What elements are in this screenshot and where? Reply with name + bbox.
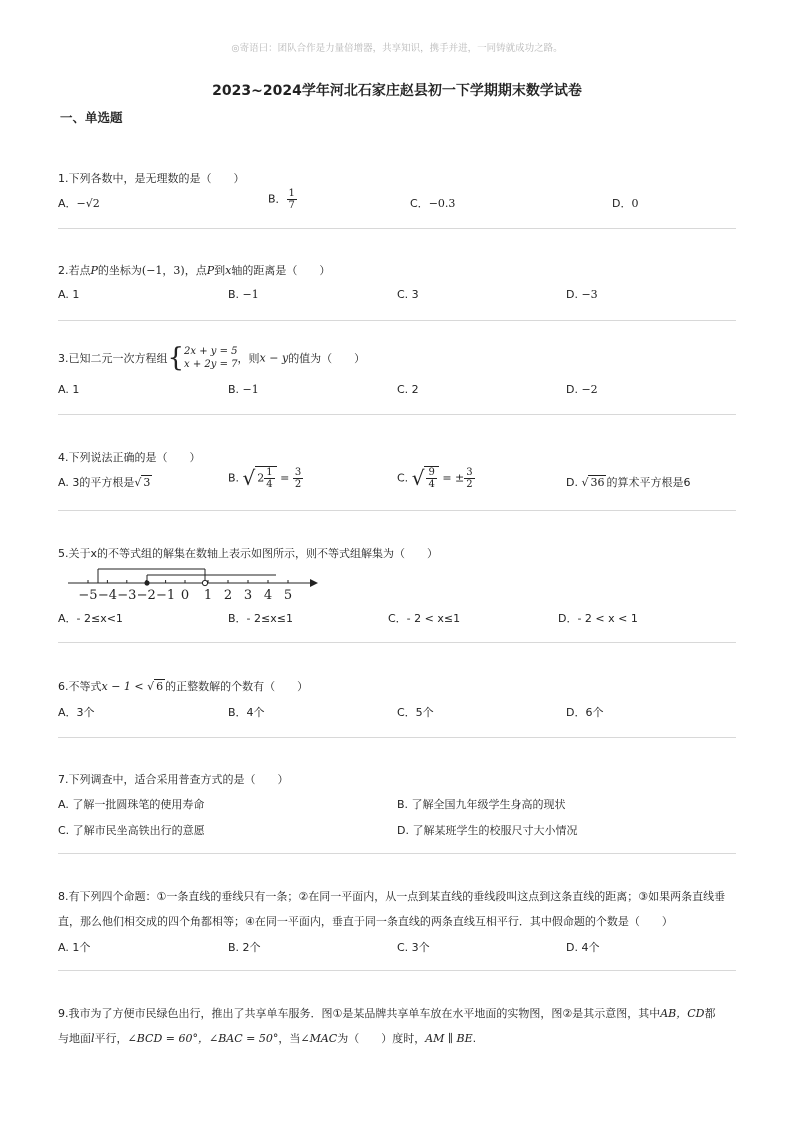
- closed-point: [144, 580, 149, 585]
- section-heading: 一、单选题: [60, 110, 123, 125]
- q1-option-a[interactable]: A．−√2: [58, 197, 100, 210]
- q7-option-a[interactable]: A. 了解一批圆珠笔的使用寿命: [58, 798, 205, 811]
- number-line-tick-label: 5: [283, 588, 293, 603]
- number-line-tick-label: 4: [263, 588, 273, 603]
- q2-option-d[interactable]: D. −3: [566, 288, 598, 301]
- question-5-stem: 5.关于x的不等式组的解集在数轴上表示如图所示，则不等式组解集为（ ）: [58, 547, 439, 560]
- question-8-line2: 直，那么他们相交成的四个角都相等；④在同一平面内，垂直于同一条直线的两条直线互相平行．其中假命题的个数是（ ）: [58, 915, 673, 928]
- q8-option-a[interactable]: A. 1个: [58, 941, 91, 954]
- q6-option-a[interactable]: A．3个: [58, 706, 95, 719]
- number-line-tick-label: 0: [180, 588, 190, 603]
- brace-icon: {: [167, 343, 185, 373]
- question-2-stem: 2.若点P的坐标为(−1，3)，点P到x轴的距离是（ ）: [58, 264, 331, 277]
- q3-option-a[interactable]: A. 1: [58, 383, 80, 396]
- q7-option-b[interactable]: B. 了解全国九年级学生身高的现状: [397, 798, 566, 811]
- q7-option-c[interactable]: C. 了解市民坐高铁出行的意愿: [58, 824, 205, 837]
- q8-option-b[interactable]: B. 2个: [228, 941, 261, 954]
- number-line-tick-label: 3: [243, 588, 253, 603]
- arrow-icon: [310, 579, 318, 587]
- q4-option-d[interactable]: D. √ 36 的算术平方根是6: [566, 476, 691, 489]
- question-8-line1: 8.有下列四个命题：①一条直线的垂线只有一条；②在同一平面内，从一点到某直线的垂线段叫这点到这条直线的距离；③如果两条直线垂: [58, 890, 726, 903]
- question-9-line1: 9.我市为了方便市民绿色出行，推出了共享单车服务．图①是某品牌共享单车放在水平地面的实物图，图②是其示意图，其中AB，CD都: [58, 1007, 716, 1020]
- q6-option-b[interactable]: B．4个: [228, 706, 265, 719]
- q2-option-a[interactable]: A. 1: [58, 288, 80, 301]
- separator: [58, 970, 736, 971]
- number-line-tick-label: 2: [223, 588, 233, 603]
- separator: [58, 414, 736, 415]
- question-4-stem: 4.下列说法正确的是（ ）: [58, 451, 201, 464]
- q2-option-b[interactable]: B. −1: [228, 288, 259, 301]
- q1-option-b[interactable]: B． $\frac{1}{7}$: [268, 188, 295, 211]
- q5-option-b[interactable]: B．- 2≤x≤1: [228, 612, 293, 625]
- q5-option-a[interactable]: A．- 2≤x<1: [58, 612, 123, 625]
- number-line-diagram: [66, 565, 320, 605]
- number-line-tick-label: −5: [78, 588, 98, 603]
- q6-option-c[interactable]: C．5个: [397, 706, 434, 719]
- q5-option-d[interactable]: D．- 2 < x < 1: [558, 612, 638, 625]
- q1-option-c[interactable]: C．−0.3: [410, 197, 456, 210]
- q3-option-d[interactable]: D. −2: [566, 383, 598, 396]
- q3-option-b[interactable]: B. −1: [228, 383, 259, 396]
- question-3-stem: 3.已知二元一次方程组{ 2x + y = 5 x + 2y = 7 ，则x − y的值为（ ）: [58, 343, 366, 373]
- number-line-tick-label: −3: [117, 588, 137, 603]
- number-line-tick-label: −1: [156, 588, 176, 603]
- number-line-tick-label: −4: [97, 588, 117, 603]
- q7-option-d[interactable]: D. 了解某班学生的校服尺寸大小情况: [397, 824, 578, 837]
- question-6-stem: 6.不等式x − 1 < √ 6 的正整数解的个数有（ ）: [58, 680, 309, 693]
- separator: [58, 642, 736, 643]
- exam-title: 2023~2024学年河北石家庄赵县初一下学期期末数学试卷: [212, 83, 582, 99]
- q8-option-c[interactable]: C. 3个: [397, 941, 430, 954]
- fraction: $\frac{1}{7}$: [288, 188, 295, 211]
- q4-option-c[interactable]: C. √ $\frac{9}{4}$ = ± $\frac{3}{2}$: [397, 466, 473, 490]
- separator: [58, 228, 736, 229]
- separator: [58, 853, 736, 854]
- number-line-tick-label: 1: [203, 588, 213, 603]
- q5-option-c[interactable]: C．- 2 < x≤1: [388, 612, 461, 625]
- q3-option-c[interactable]: C. 2: [397, 383, 419, 396]
- open-point: [202, 580, 207, 585]
- separator: [58, 737, 736, 738]
- q6-option-d[interactable]: D．6个: [566, 706, 604, 719]
- q8-option-d[interactable]: D. 4个: [566, 941, 600, 954]
- question-7-stem: 7.下列调查中，适合采用普查方式的是（ ）: [58, 773, 289, 786]
- separator: [58, 320, 736, 321]
- q1-option-d[interactable]: D．0: [612, 197, 639, 210]
- q4-option-b[interactable]: B. √ 2 $\frac{1}{4}$ = $\frac{3}{2}$: [228, 466, 302, 490]
- header-motto: ◎寄语曰：团队合作是力量倍增器，共享知识，携手并进，一同铸就成功之路。: [231, 43, 563, 54]
- separator: [58, 510, 736, 511]
- question-1-stem: 1.下列各数中，是无理数的是（ ）: [58, 172, 245, 185]
- number-line-tick-label: −2: [136, 588, 156, 603]
- question-9-line2: 与地面l平行，∠BCD = 60°，∠BAC = 50°，当∠MAC为（ ）度时，AM ∥ BE.: [58, 1032, 477, 1045]
- q2-option-c[interactable]: C. 3: [397, 288, 419, 301]
- q4-option-a[interactable]: A. 3的平方根是√ 3: [58, 476, 151, 489]
